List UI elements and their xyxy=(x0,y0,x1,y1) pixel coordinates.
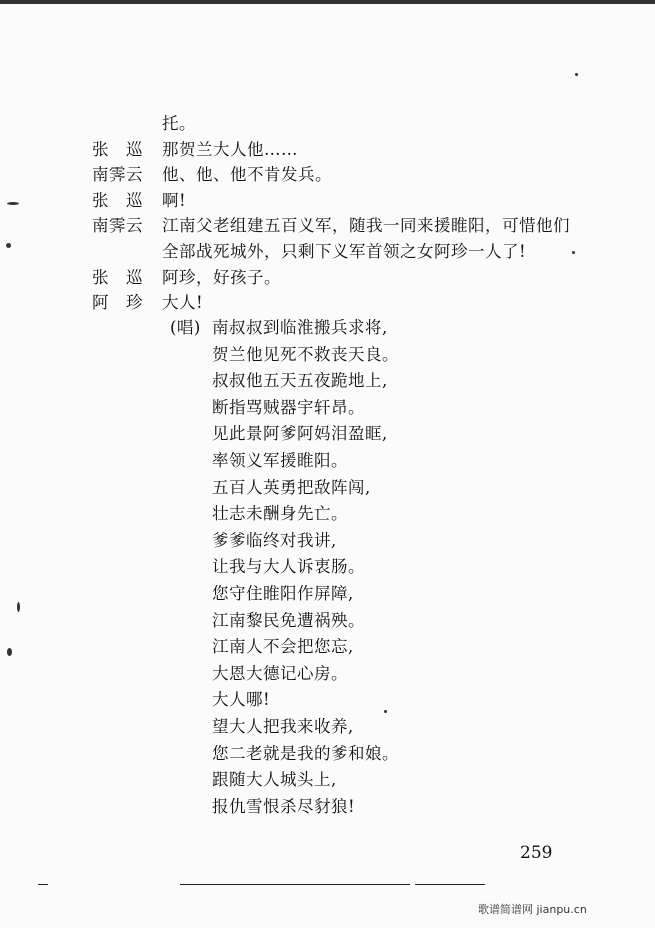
song-line: 大人哪! xyxy=(212,690,271,709)
dialogue-text: 江南父老组建五百义军，随我一同来援睢阳，可惜他们 xyxy=(162,216,570,235)
scan-speck xyxy=(572,251,575,254)
song-line: 爹爹临终对我讲, xyxy=(212,531,337,550)
speaker-name: 阿 珍 xyxy=(92,293,143,312)
song-cue: (唱) xyxy=(170,318,201,337)
dialogue-text: 啊! xyxy=(162,191,187,210)
dialogue-text: 全部战死城外，只剩下义军首领之女阿珍一人了! xyxy=(162,242,527,261)
song-line: 大恩大德记心房。 xyxy=(212,664,348,683)
song-line: 望大人把我来收养, xyxy=(212,717,354,736)
song-line: 南叔叔到临淮搬兵求将, xyxy=(212,318,388,337)
scan-top-edge xyxy=(0,0,655,4)
speaker-name: 南霁云 xyxy=(92,165,143,184)
song-line: 您守住睢阳作屏障, xyxy=(212,584,354,603)
page-number: 259 xyxy=(520,843,553,863)
song-line: 跟随大人城头上, xyxy=(212,770,337,789)
dialogue-text: 托。 xyxy=(162,114,196,133)
song-line: 断指骂贼器宇轩昂。 xyxy=(212,398,365,417)
song-line: 五百人英勇把敌阵闯, xyxy=(212,478,371,497)
scan-speck xyxy=(575,73,578,76)
scan-speck xyxy=(17,602,20,612)
song-line: 叔叔他五天五夜跪地上, xyxy=(212,371,388,390)
speaker-name: 张 巡 xyxy=(92,191,143,210)
song-line: 您二老就是我的爹和娘。 xyxy=(212,744,399,763)
speaker-name: 张 巡 xyxy=(92,268,143,287)
scan-speck xyxy=(7,648,12,656)
scan-speck xyxy=(6,243,11,248)
footer-rule xyxy=(38,884,48,885)
dialogue-text: 大人! xyxy=(162,293,204,312)
footer-rule xyxy=(415,884,485,885)
song-line: 见此景阿爹阿妈泪盈眶, xyxy=(212,424,388,443)
song-line: 壮志未酬身先亡。 xyxy=(212,504,348,523)
song-line: 让我与大人诉衷肠。 xyxy=(212,557,365,576)
speaker-name: 张 巡 xyxy=(92,140,143,159)
watermark: 歌谱简谱网 jianpu.cn xyxy=(478,903,587,916)
song-line: 江南人不会把您忘, xyxy=(212,637,354,656)
dialogue-text: 他、他、他不肯发兵。 xyxy=(162,165,332,184)
song-line: 江南黎民免遭祸殃。 xyxy=(212,611,365,630)
dialogue-text: 阿珍，好孩子。 xyxy=(162,268,281,287)
scan-speck xyxy=(384,710,387,713)
footer-rule xyxy=(180,884,410,885)
speaker-name: 南霁云 xyxy=(92,216,143,235)
song-line: 贺兰他见死不救丧天良。 xyxy=(212,345,399,364)
scan-speck xyxy=(7,202,19,205)
dialogue-text: 那贺兰大人他…… xyxy=(162,140,298,159)
song-line: 报仇雪恨杀尽豺狼! xyxy=(212,797,356,816)
song-line: 率领义军援睢阳。 xyxy=(212,451,348,470)
